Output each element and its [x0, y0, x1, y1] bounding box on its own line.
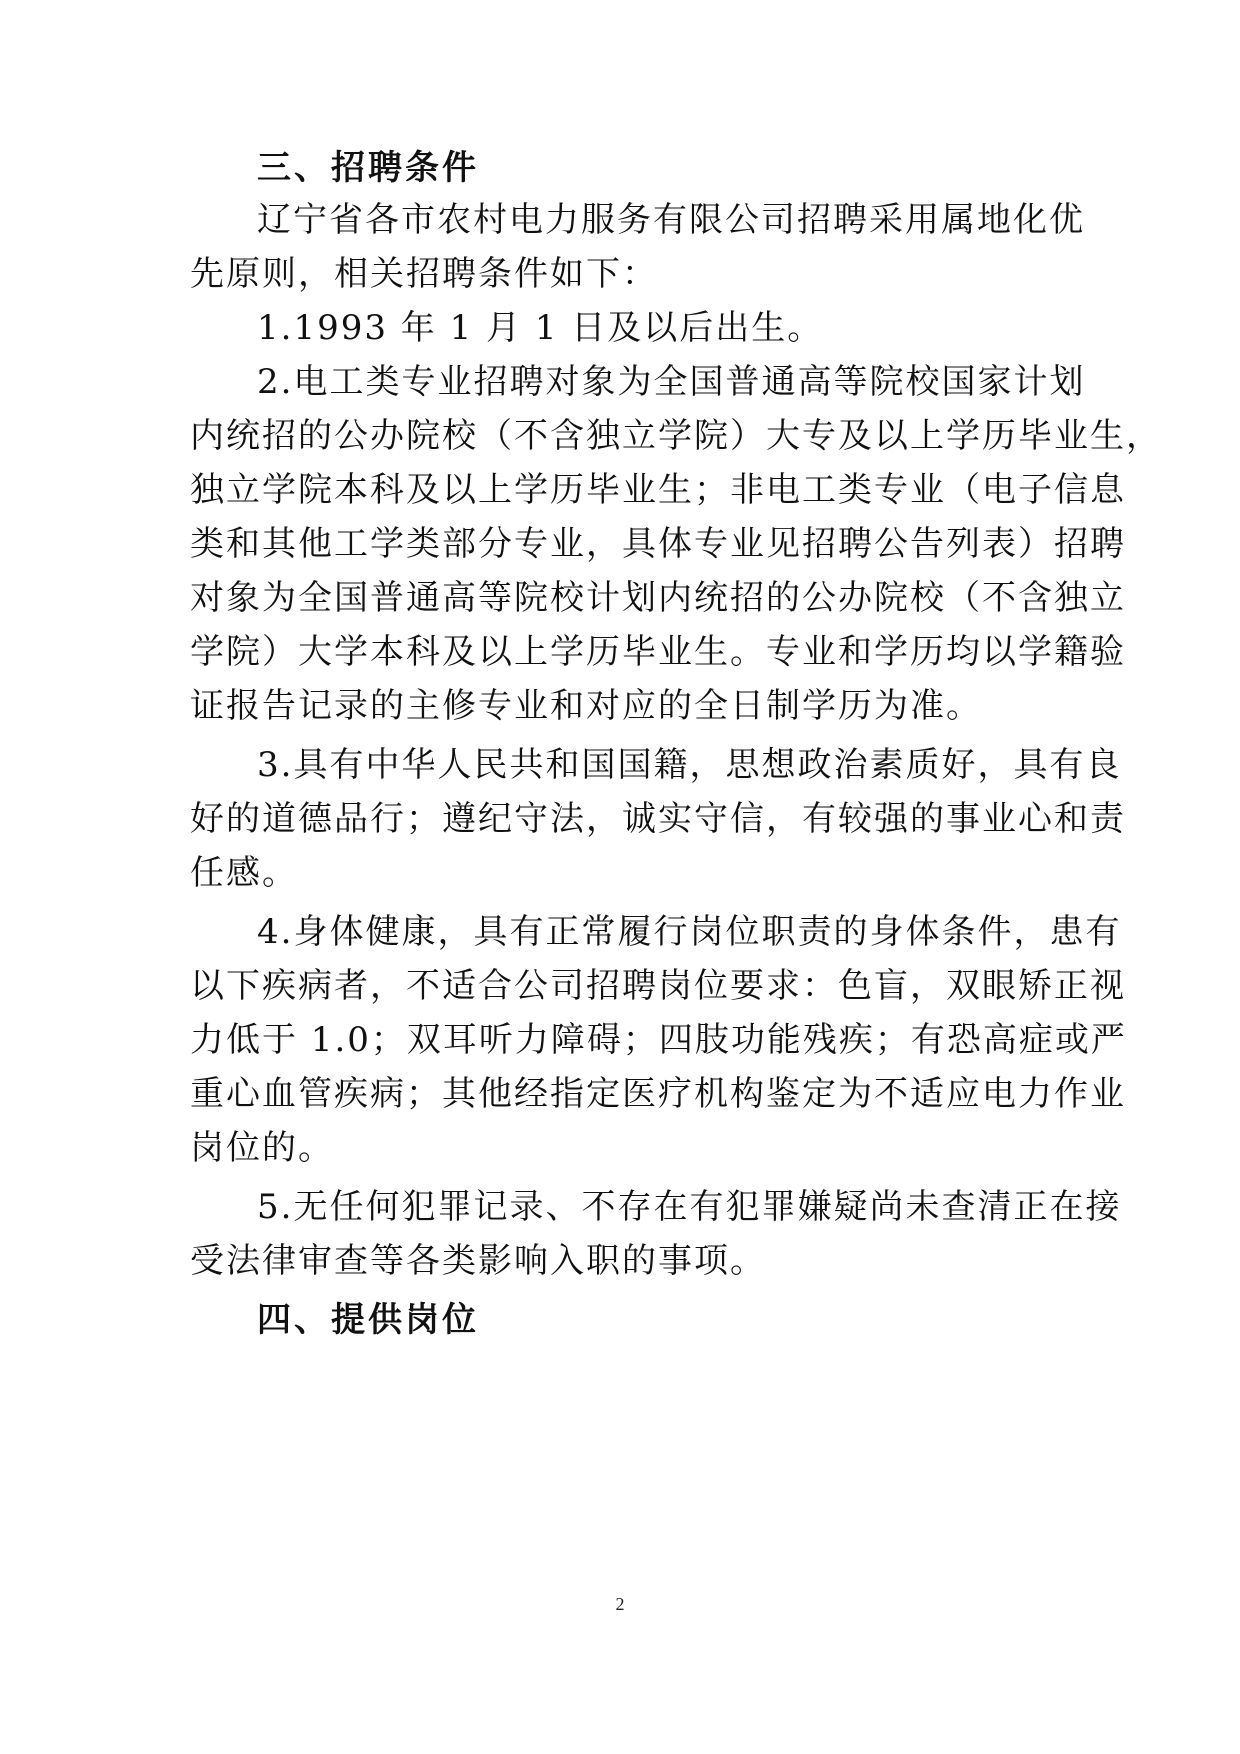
condition-item-2-line: 独立学院本科及以上学历毕业生；非电工类专业（电子信息 [190, 470, 1126, 510]
paragraph-line: 先原则，相关招聘条件如下： [190, 254, 658, 294]
condition-item-2-line: 2.电工类专业招聘对象为全国普通高等院校国家计划 [257, 362, 1086, 402]
condition-item-4-line: 岗位的。 [190, 1128, 334, 1168]
condition-item-2-line: 对象为全国普通高等院校计划内统招的公办院校（不含独立 [190, 578, 1126, 618]
condition-item-2-line: 证报告记录的主修专业和对应的全日制学历为准。 [190, 686, 982, 726]
paragraph-line: 辽宁省各市农村电力服务有限公司招聘采用属地化优 [257, 200, 1085, 240]
condition-item-3-line: 任感。 [190, 853, 298, 893]
condition-item-1: 1.1993 年 1 月 1 日及以后出生。 [257, 308, 824, 348]
condition-item-2-line: 学院）大学本科及以上学历毕业生。专业和学历均以学籍验 [190, 632, 1126, 672]
condition-item-5-line: 5.无任何犯罪记录、不存在有犯罪嫌疑尚未查清正在接 [257, 1187, 1122, 1227]
page-number: 2 [615, 1594, 625, 1614]
condition-item-4-line: 力低于 1.0；双耳听力障碍；四肢功能残疾；有恐高症或严 [190, 1020, 1127, 1060]
section-heading-positions: 四、提供岗位 [257, 1300, 479, 1340]
condition-item-2-line: 类和其他工学类部分专业，具体专业见招聘公告列表）招聘 [190, 524, 1126, 564]
condition-item-3-line: 好的道德品行；遵纪守法，诚实守信，有较强的事业心和责 [190, 799, 1126, 839]
condition-item-4-line: 4.身体健康，具有正常履行岗位职责的身体条件，患有 [257, 912, 1122, 952]
condition-item-2-line: 内统招的公办院校（不含独立学院）大专及以上学历毕业生， [190, 416, 1162, 456]
condition-item-3-line: 3.具有中华人民共和国国籍，思想政治素质好，具有良 [257, 745, 1122, 785]
section-heading-recruitment-conditions: 三、招聘条件 [257, 148, 479, 188]
condition-item-4-line: 以下疾病者，不适合公司招聘岗位要求：色盲，双眼矫正视 [190, 966, 1126, 1006]
condition-item-5-line: 受法律审查等各类影响入职的事项。 [190, 1241, 766, 1281]
condition-item-4-line: 重心血管疾病；其他经指定医疗机构鉴定为不适应电力作业 [190, 1074, 1126, 1114]
